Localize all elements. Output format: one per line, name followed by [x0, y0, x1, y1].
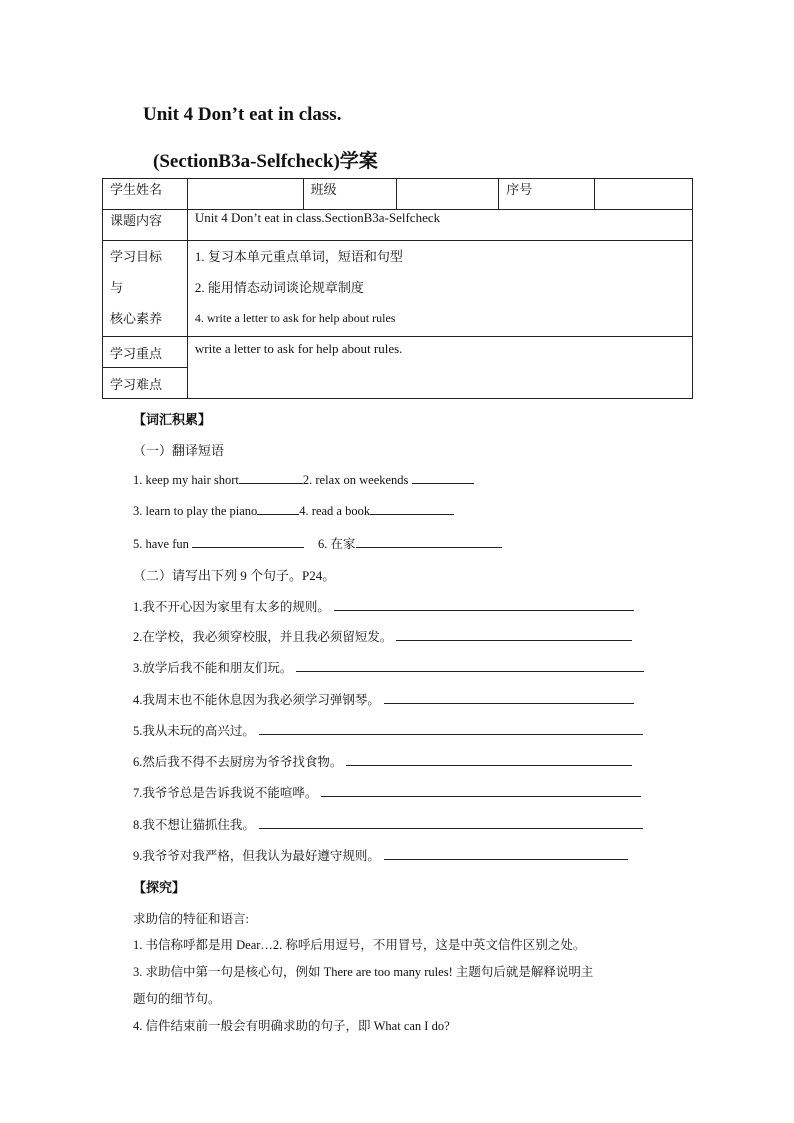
- sentence-row: [133, 752, 632, 770]
- sentence-row: [133, 815, 643, 833]
- vocab-heading: 【词汇积累】: [133, 412, 212, 427]
- goal-item: 4. write a letter to ask for help about rules: [194, 311, 396, 325]
- phrase-row: [133, 471, 474, 488]
- goals-label-line: 核心素养: [110, 311, 163, 326]
- answer-blank[interactable]: [296, 659, 644, 672]
- phrase: 3. learn to play the piano: [133, 504, 258, 518]
- answer-blank[interactable]: [384, 691, 634, 704]
- info-table: [102, 178, 693, 399]
- explore-intro: 求助信的特征和语言:: [133, 912, 249, 926]
- sentence: 7.我爷爷总是告诉我说不能喧哗。: [133, 786, 318, 800]
- explore-heading: 【探究】: [133, 880, 186, 895]
- sentence-row: [133, 690, 634, 708]
- goals-label-line: 与: [110, 280, 124, 295]
- topic-value: Unit 4 Don’t eat in class.SectionB3a-Selfcheck: [187, 210, 692, 241]
- goals-label: [103, 241, 188, 337]
- answer-blank[interactable]: [412, 471, 474, 484]
- name-field[interactable]: [187, 179, 303, 210]
- goals-label-line: 学习目标: [110, 249, 163, 264]
- phrase: 2. relax on weekends: [302, 473, 409, 487]
- sentence: 3.放学后我不能和朋友们玩。: [133, 661, 293, 675]
- sentence: 1.我不开心因为家里有太多的规则。: [133, 600, 330, 614]
- number-field[interactable]: [595, 179, 693, 210]
- sentence-row: [133, 627, 632, 645]
- phrase-row: [133, 502, 454, 519]
- sentence-row: [133, 721, 643, 739]
- number-label: 序号: [499, 179, 595, 210]
- sentence: 8.我不想让猫抓住我。: [133, 818, 255, 832]
- phrase: 6. 在家: [318, 537, 356, 551]
- answer-blank[interactable]: [257, 502, 299, 515]
- key-label: 学习重点: [103, 337, 188, 368]
- sentence-row: [133, 846, 628, 864]
- key-value: write a letter to ask for help about rules.: [187, 337, 692, 399]
- phrase: 5. have fun: [133, 537, 189, 551]
- answer-blank[interactable]: [321, 784, 641, 797]
- goals-content: [187, 241, 692, 337]
- sentence-row: [133, 597, 634, 615]
- phrase: 1. keep my hair short: [133, 473, 239, 487]
- answer-blank[interactable]: [356, 535, 502, 548]
- sentence-row: [133, 783, 641, 801]
- answer-blank[interactable]: [259, 722, 643, 735]
- explore-point: 3. 求助信中第一句是核心句，例如 There are too many rules! 主题句后就是解释说明主: [133, 965, 594, 979]
- answer-blank[interactable]: [384, 847, 628, 860]
- phrase-row: [133, 534, 502, 552]
- answer-blank[interactable]: [346, 753, 632, 766]
- name-label: 学生姓名: [103, 179, 188, 210]
- explore-point: 题句的细节句。: [133, 992, 221, 1006]
- class-field[interactable]: [397, 179, 499, 210]
- answer-blank[interactable]: [370, 502, 454, 515]
- explore-point: 4. 信件结束前一般会有明确求助的句子，即 What can I do?: [133, 1019, 450, 1033]
- answer-blank[interactable]: [396, 628, 632, 641]
- part1-heading: （一）翻译短语: [133, 443, 225, 458]
- sentence-row: [133, 658, 644, 676]
- explore-point: 1. 书信称呼都是用 Dear…2. 称呼后用逗号，不用冒号，这是中英文信件区别之处。: [133, 938, 586, 952]
- topic-label: 课题内容: [103, 210, 188, 241]
- class-label: 班级: [303, 179, 397, 210]
- sentence: 5.我从未玩的高兴过。: [133, 724, 255, 738]
- phrase: 4. read a book: [299, 504, 371, 518]
- answer-blank[interactable]: [259, 816, 643, 829]
- sentence: 9.我爷爷对我严格，但我认为最好遵守规则。: [133, 849, 380, 863]
- sentence: 6.然后我不得不去厨房为爷爷找食物。: [133, 755, 343, 769]
- goal-item: 1. 复习本单元重点单词，短语和句型: [194, 249, 403, 264]
- sentence: 4.我周末也不能休息因为我必须学习弹钢琴。: [133, 693, 380, 707]
- goal-item: 2. 能用情态动词谈论规章制度: [194, 280, 364, 295]
- answer-blank[interactable]: [192, 535, 304, 548]
- title-line-1: Unit 4 Don’t eat in class.: [143, 104, 342, 125]
- answer-blank[interactable]: [239, 471, 303, 484]
- part2-heading: （二）请写出下列 9 个句子。P24。: [133, 568, 336, 583]
- answer-blank[interactable]: [334, 598, 634, 611]
- sentence: 2.在学校，我必须穿校服，并且我必须留短发。: [133, 630, 393, 644]
- title-line-2: (SectionB3a-Selfcheck)学案: [153, 151, 378, 172]
- difficult-label: 学习难点: [103, 368, 188, 399]
